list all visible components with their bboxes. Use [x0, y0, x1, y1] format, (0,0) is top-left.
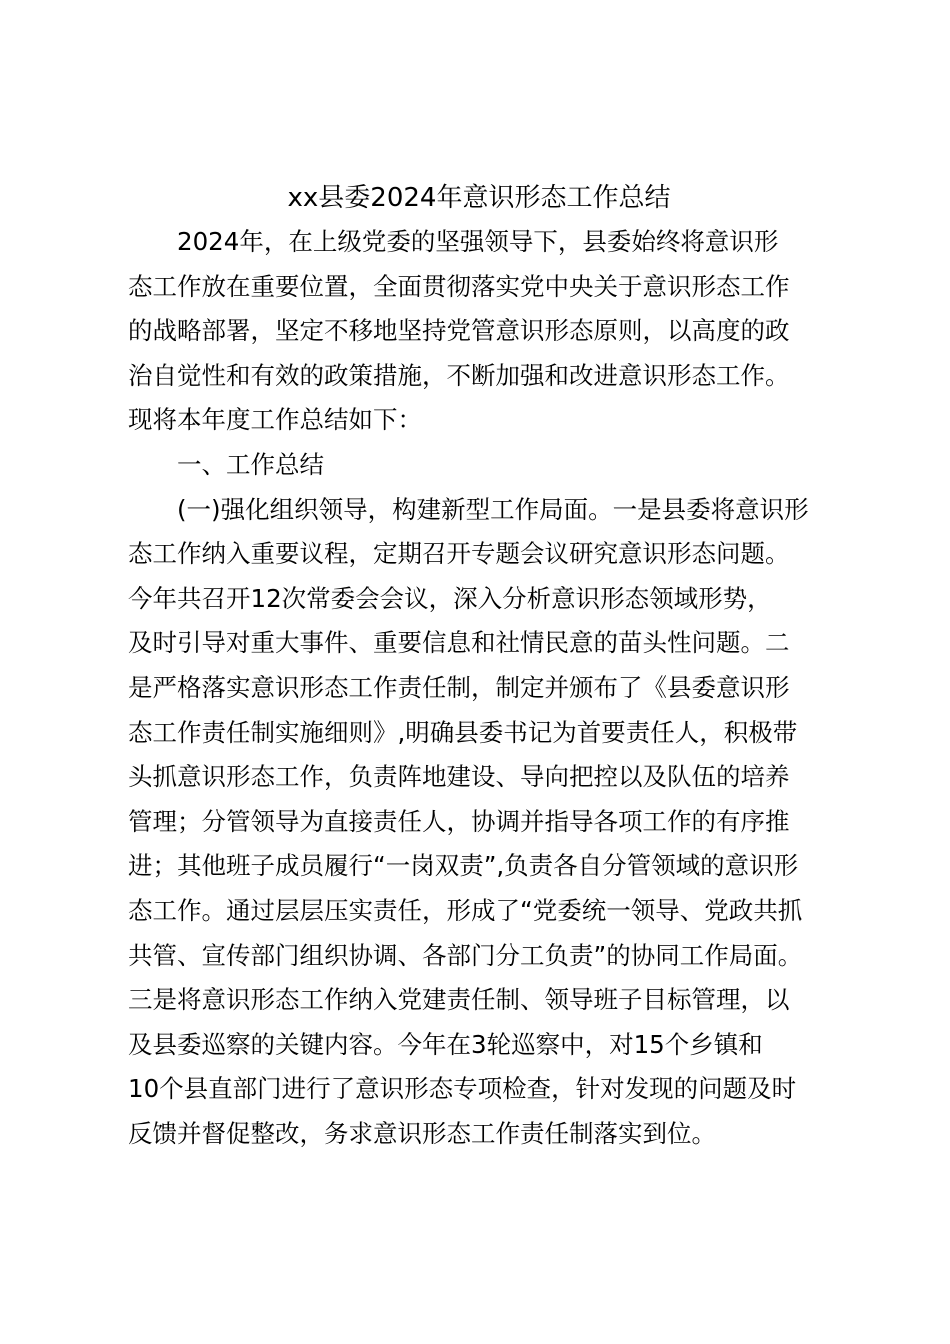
section-heading: 一、工作总结 [177, 449, 324, 479]
document-page [128, 176, 830, 1156]
intro-line: 治自觉性和有效的政策措施，不断加强和改进意识形态工作。 [128, 360, 790, 390]
section1-line: 进；其他班子成员履行“一岗双责”,负责各自分管领域的意识形 [128, 851, 799, 881]
intro-line: 态工作放在重要位置，全面贯彻落实党中央关于意识形态工作 [128, 271, 790, 301]
section1-line: 及时引导对重大事件、重要信息和社情民意的苗头性问题。二 [128, 628, 790, 658]
document-title: xx县委2024年意识形态工作总结 [287, 183, 671, 213]
section1-line: 头抓意识形态工作，负责阵地建设、导向把控以及队伍的培养 [128, 762, 790, 792]
intro-line: 的战略部署，坚定不移地坚持党管意识形态原则，以高度的政 [128, 316, 790, 346]
section1-line: 三是将意识形态工作纳入党建责任制、领导班子目标管理，以 [128, 985, 790, 1015]
section1-line: 态工作。通过层层压实责任，形成了“党委统一领导、党政共抓 [128, 895, 803, 925]
section1-line: 及县委巡察的关键内容。今年在3轮巡察中，对15个乡镇和 [128, 1029, 763, 1059]
section1-line: 反馈并督促整改，务求意识形态工作责任制落实到位。 [128, 1118, 716, 1148]
intro-line: 2024年，在上级党委的坚强领导下，县委始终将意识形 [177, 227, 779, 256]
section1-line: 今年共召开12次常委会会议，深入分析意识形态领域形势， [128, 583, 772, 613]
section1-line: 10个县直部门进行了意识形态专项检查，针对发现的问题及时 [128, 1074, 797, 1104]
section1-paragraph [128, 488, 830, 1157]
section1-line: 态工作纳入重要议程，定期召开专题会议研究意识形态问题。 [128, 539, 790, 569]
section1-line: (一)强化组织领导，构建新型工作局面。一是县委将意识形 [177, 494, 809, 524]
section1-line: 是严格落实意识形态工作责任制，制定并颁布了《县委意识形 [128, 672, 790, 702]
intro-line: 现将本年度工作总结如下： [128, 405, 422, 435]
intro-paragraph [128, 220, 830, 443]
section1-line: 共管、宣传部门组织协调、各部门分工负责”的协同工作局面。 [128, 940, 803, 970]
section1-line: 态工作责任制实施细则》,明确县委书记为首要责任人，积极带 [128, 717, 798, 747]
section1-line: 管理；分管领导为直接责任人，协调并指导各项工作的有序推 [128, 806, 790, 836]
